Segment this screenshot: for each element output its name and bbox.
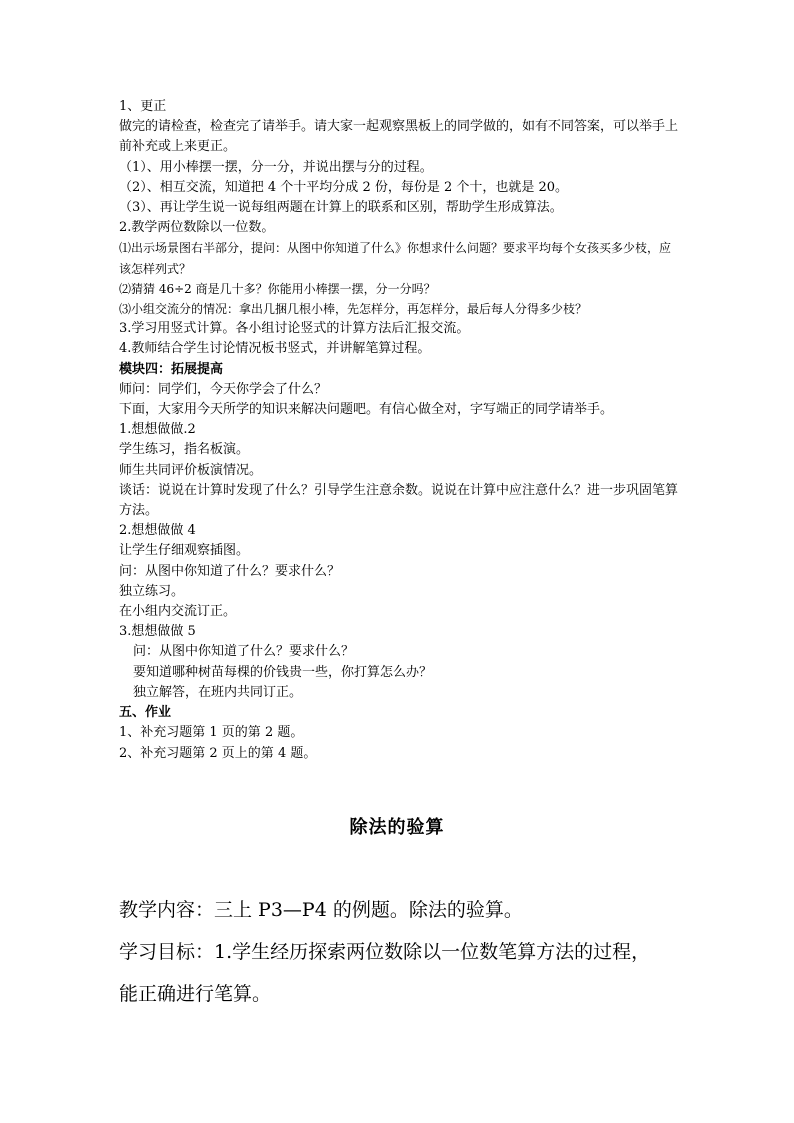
text-line: （3）、再让学生说一说每组两题在计算上的联系和区别，帮助学生形成算法。: [119, 200, 563, 216]
text-line: 3.学习用竖式计算。各小组讨论竖式的计算方法后汇报交流。: [119, 321, 470, 337]
section-heading: 五、作业: [119, 705, 172, 721]
text-line: ⑶小组交流分的情况：拿出几捆几根小棒，先怎样分，再怎样分，最后每人分得多少枝？: [119, 302, 588, 317]
text-line: 1、更正: [119, 99, 167, 114]
text-line: 独立解答，在班内共同订正。: [133, 684, 303, 700]
text-line: 要知道哪种树苗每棵的价钱贵一些，你打算怎么办？: [133, 664, 433, 680]
text-paragraph: 做完的请检查，检查完了请举手。请大家一起观察黑板上的同学做的，如有不同答案，可以举手上前补充或上来更正。: [119, 119, 679, 155]
text-line: 4.教师结合学生讨论情况板书竖式，并讲解笔算过程。: [119, 341, 431, 357]
section-heading: 模块四：拓展提高: [119, 361, 224, 377]
text-line: 2.想想做做 4: [119, 523, 196, 539]
text-line: 学生练习，指名板演。: [119, 442, 250, 458]
text-line: 让学生仔细观察插图。: [119, 543, 250, 559]
text-line: 1.想想做做.2: [119, 422, 196, 438]
text-line: 问：从图中你知道了什么？要求什么？: [133, 644, 355, 660]
text-line: （2）、相互交流，知道把 4 个十平均分成 2 份，每份是 2 个十，也就是 20。: [119, 179, 569, 195]
text-line: 问：从图中你知道了什么？要求什么？: [119, 563, 341, 579]
learning-goal-line2: 能正确进行笔算。: [119, 983, 272, 1005]
section-title: 除法的验算: [349, 817, 445, 838]
text-line: 2、补充习题第 2 页上的第 4 题。: [119, 745, 317, 761]
text-line: 师生共同评价板演情况。: [119, 462, 263, 478]
teaching-content: 教学内容：三上 P3—P4 的例题。除法的验算。: [119, 899, 523, 921]
text-line: ⑵猜猜 46÷2 商是几十多？你能用小棒摆一摆，分一分吗？: [119, 281, 436, 296]
lesson-body: [119, 97, 679, 764]
text-line: 1、补充习题第 1 页的第 2 题。: [119, 725, 304, 741]
learning-goal-line1: 学习目标：1.学生经历探索两位数除以一位数笔算方法的过程，: [119, 941, 651, 963]
text-line: （1）、用小棒摆一摆，分一分，并说出摆与分的过程。: [119, 159, 433, 175]
text-line: 下面，大家用今天所学的知识来解决问题吧。有信心做全对，字写端正的同学请举手。: [119, 402, 614, 418]
text-paragraph: 谈话：说说在计算时发现了什么？引导学生注意余数。说说在计算中应注意什么？进一步巩固笔算方法。: [119, 482, 679, 519]
text-line: 在小组内交流订正。: [119, 604, 237, 620]
text-line: 3.想想做做 5: [119, 624, 196, 640]
text-paragraph: ⑴出示场景图右半部分，提问：从图中你知道了什么》你想求什么问题？要求平均每个女孩买多少枝，应该怎样列式？: [119, 241, 672, 276]
text-line: 2.教学两位数除以一位数。: [119, 220, 275, 236]
text-line: 师问：同学们，今天你学会了什么？: [119, 381, 328, 397]
text-line: 独立练习。: [119, 583, 185, 599]
